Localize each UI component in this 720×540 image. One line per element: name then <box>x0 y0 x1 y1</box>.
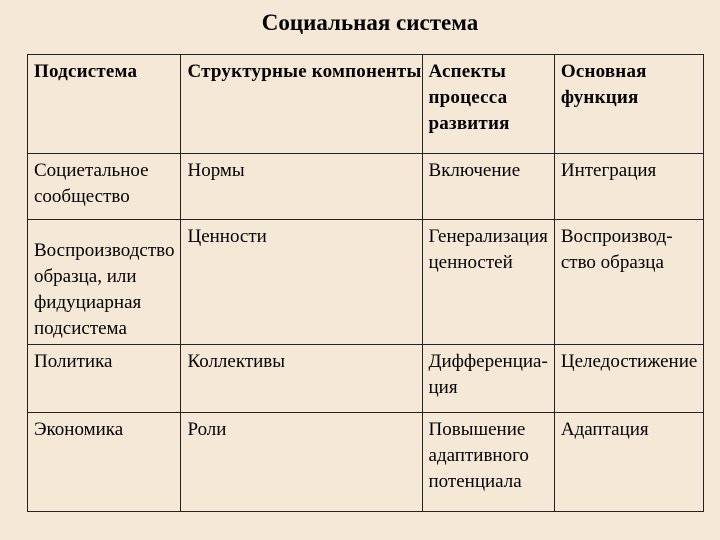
table-cell <box>422 413 554 512</box>
table-cell <box>554 154 703 220</box>
table-cell <box>28 154 181 220</box>
header-cell-structural-components <box>181 55 422 154</box>
cell-text: Экономика <box>34 419 124 440</box>
page-title: Социальная система <box>261 10 479 35</box>
cell-text: Интеграция <box>560 160 657 181</box>
cell-text: Социетальное сообщество <box>34 160 149 207</box>
cell-text: Политика <box>34 351 113 372</box>
table-cell <box>554 220 703 345</box>
cell-text: Ценности <box>187 226 267 247</box>
table-row <box>28 413 704 512</box>
table-cell <box>181 220 422 345</box>
cell-text: Нормы <box>187 160 245 181</box>
header-label: Подсистема <box>34 61 138 82</box>
cell-text: Воспроизвод-ство образца <box>560 226 673 273</box>
table-row <box>28 220 704 345</box>
table-cell <box>422 345 554 413</box>
table-cell <box>181 345 422 413</box>
header-cell-development-aspects <box>422 55 554 154</box>
cell-text: Целедостижение <box>560 351 698 372</box>
table-row <box>28 345 704 413</box>
table-cell <box>422 220 554 345</box>
cell-text: Генерализация ценностей <box>428 226 548 273</box>
table-cell <box>422 154 554 220</box>
header-label: Аспекты процесса развития <box>428 61 510 134</box>
table-cell <box>554 413 703 512</box>
header-cell-main-function <box>554 55 703 154</box>
cell-text: Воспроизводство образца, или фидуциарная подсистема <box>34 240 175 339</box>
cell-text: Коллективы <box>187 351 286 372</box>
cell-text: Включение <box>428 160 521 181</box>
cell-text: Дифференциа-ция <box>428 351 548 398</box>
table-header-row <box>28 55 704 154</box>
cell-text: Повышение адаптивного потенциала <box>428 419 529 492</box>
header-label: Структурные компоненты <box>187 61 422 82</box>
table-cell <box>28 220 181 345</box>
header-cell-subsystem <box>28 55 181 154</box>
table-cell <box>28 413 181 512</box>
table-cell <box>28 345 181 413</box>
table-cell <box>554 345 703 413</box>
header-label: Основная функция <box>560 61 647 108</box>
cell-text: Адаптация <box>560 419 649 440</box>
table-row <box>28 154 704 220</box>
social-system-table <box>27 54 704 512</box>
table-cell <box>181 154 422 220</box>
cell-text: Роли <box>187 419 227 440</box>
table-cell <box>181 413 422 512</box>
